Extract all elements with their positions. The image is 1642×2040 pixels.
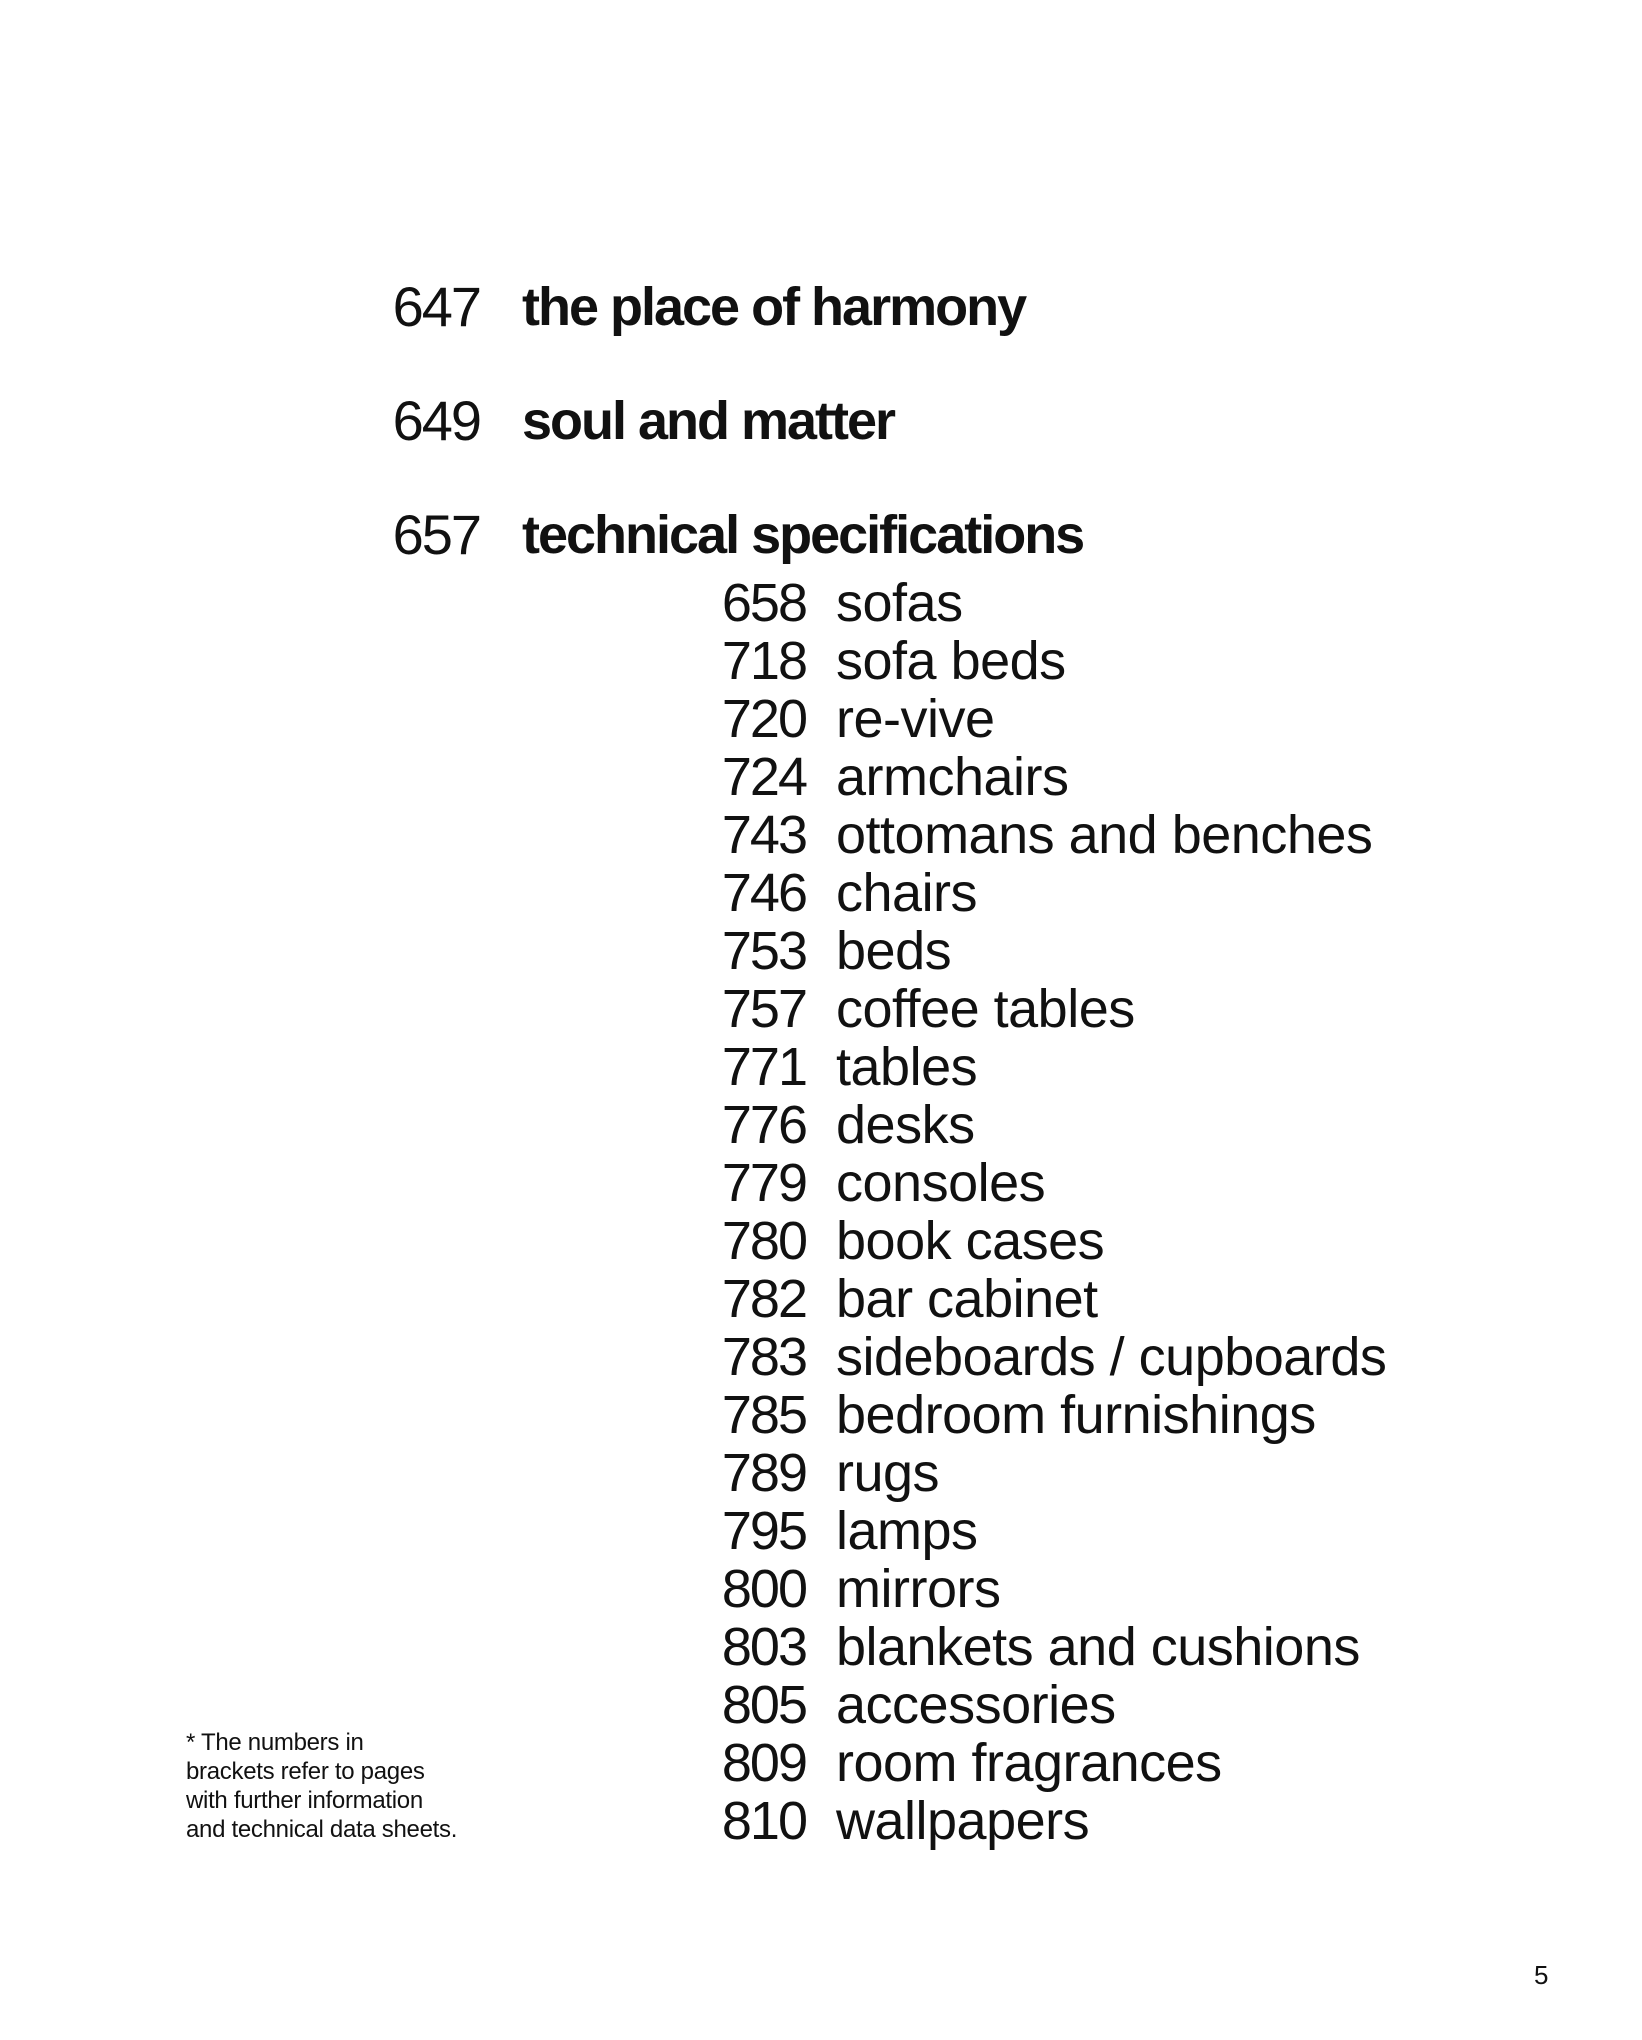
footnote: [186, 1728, 506, 1844]
footnote-line: * The numbers in: [186, 1729, 364, 1756]
toc-subsection-title: re-vive: [836, 689, 995, 749]
toc-subsection-title: armchairs: [836, 747, 1069, 807]
toc-subsection-title: blankets and cushions: [836, 1617, 1360, 1677]
toc-section-title: technical specifications: [522, 505, 1084, 565]
toc-sub-entry: [0, 1386, 1642, 1444]
toc-sub-entry: [0, 1212, 1642, 1270]
toc-subsection-title: chairs: [836, 863, 978, 923]
toc-sub-entry: [0, 1096, 1642, 1154]
toc-sub-entry: [0, 1560, 1642, 1618]
footnote-line: brackets refer to pages: [186, 1758, 425, 1785]
toc-subsection-title: lamps: [836, 1501, 978, 1561]
toc-page-number: 746: [721, 863, 806, 923]
toc-page-number: 647: [392, 275, 480, 338]
toc-page-number: 803: [721, 1617, 806, 1677]
toc-sub-entry: [0, 748, 1642, 806]
toc-page-number: 724: [721, 747, 806, 807]
toc-page-number: 657: [392, 503, 480, 566]
toc-page-number: 658: [721, 573, 806, 633]
toc-sub-entry: [0, 922, 1642, 980]
toc-page-number: 805: [721, 1675, 806, 1735]
toc-subsection-title: coffee tables: [836, 979, 1135, 1039]
toc-subsection-title: beds: [836, 921, 952, 981]
toc-subsection-title: bedroom furnishings: [836, 1385, 1316, 1445]
toc-page-number: 718: [721, 631, 806, 691]
toc-subsection-title: wallpapers: [836, 1791, 1090, 1851]
toc-sub-entry: [0, 1328, 1642, 1386]
toc-sub-entry: [0, 690, 1642, 748]
page-number: 5: [1534, 1960, 1549, 1990]
toc-sub-entry: [0, 1444, 1642, 1502]
toc-subsection-title: desks: [836, 1095, 975, 1155]
toc-subsection-title: sofa beds: [836, 631, 1066, 691]
toc-subsection-title: consoles: [836, 1153, 1046, 1213]
toc-subsection-title: sofas: [836, 573, 963, 633]
toc-sub-entry: [0, 1270, 1642, 1328]
footnote-line: and technical data sheets.: [186, 1816, 458, 1843]
toc-sub-entry: [0, 1676, 1642, 1734]
toc-subsection-title: room fragrances: [836, 1733, 1222, 1793]
subsections-list: [0, 574, 1642, 1850]
toc-page-number: 776: [721, 1095, 806, 1155]
toc-page-number: 757: [721, 979, 806, 1039]
toc-main-entry: [0, 389, 1642, 452]
toc-subsection-title: mirrors: [836, 1559, 1001, 1619]
toc-page-number: 795: [721, 1501, 806, 1561]
toc-sub-entry: [0, 1154, 1642, 1212]
toc-page-number: 783: [721, 1327, 806, 1387]
toc-subsection-title: ottomans and benches: [836, 805, 1373, 865]
toc-sub-entry: [0, 980, 1642, 1038]
toc-sub-entry: [0, 632, 1642, 690]
toc-main-entry: [0, 503, 1642, 566]
toc-subsection-title: bar cabinet: [836, 1269, 1098, 1329]
toc-page-number: 771: [721, 1037, 806, 1097]
toc-subsection-title: rugs: [836, 1443, 940, 1503]
main-sections-list: [0, 275, 1642, 566]
toc-page-number: 782: [721, 1269, 806, 1329]
toc-page-number: 780: [721, 1211, 806, 1271]
toc-page-number: 720: [721, 689, 806, 749]
toc-sub-entry: [0, 1618, 1642, 1676]
toc-subsection-title: accessories: [836, 1675, 1116, 1735]
toc-subsection-title: tables: [836, 1037, 978, 1097]
footnote-line: with further information: [186, 1787, 423, 1814]
toc-subsection-title: sideboards / cupboards: [836, 1327, 1387, 1387]
toc-page-number: 649: [392, 389, 480, 452]
toc-sub-entry: [0, 1502, 1642, 1560]
toc-section-title: the place of harmony: [522, 277, 1026, 337]
toc-page-number: 810: [721, 1791, 806, 1851]
toc-page-number: 785: [721, 1385, 806, 1445]
toc-subsection-title: book cases: [836, 1211, 1105, 1271]
toc-sub-entry: [0, 1038, 1642, 1096]
toc-main-entry: [0, 275, 1642, 338]
toc-sub-entry: [0, 806, 1642, 864]
toc-page-number: 789: [721, 1443, 806, 1503]
toc-page-number: 753: [721, 921, 806, 981]
toc-page-number: 800: [721, 1559, 806, 1619]
toc-page-number: 779: [721, 1153, 806, 1213]
toc-page-number: 809: [721, 1733, 806, 1793]
toc-sub-entry: [0, 574, 1642, 632]
toc-sub-entry: [0, 864, 1642, 922]
toc-page-number: 743: [721, 805, 806, 865]
toc-section-title: soul and matter: [522, 391, 895, 451]
